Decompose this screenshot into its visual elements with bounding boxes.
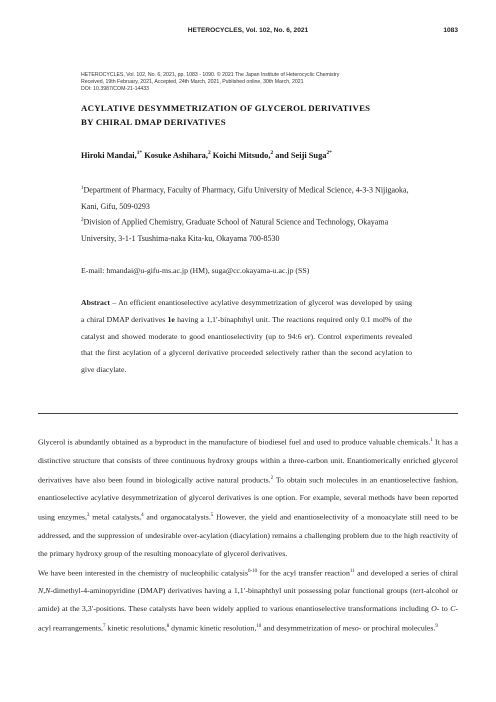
contact-email: E-mail: hmandai@u-gifu-ms.ac.jp (HM), suga@cc.okayama-u.ac.jp (SS) xyxy=(81,266,310,275)
author-2-affil: 2 xyxy=(207,150,211,156)
pub-dates-line: Received, 19th February, 2021, Accepted, 24th March, 2021, Published online, 30th March, 2021 xyxy=(81,79,304,86)
abstract-label: Abstract xyxy=(81,298,111,307)
paragraph-2: We have been interested in the chemistry of nucleophilic catalysis$^{6-10}$ for the acyl transfer reaction$^{11}$ and developed a series of chiral N,N-dimethyl-4-aminopyridine (DMAP) derivatives having a 1,1′-binaphthyl unit possessing polar functional groups (tert-alcohol or amide) at the 3,3′-positions. These catalysts have been widely applied to various enantioselective transformations including O- to C-acyl rearrangements,$^7$ kinetic resolutions,$^8$ dynamic kinetic resolution,$^{10}$ and desymmetrization of meso- or prochiral molecules.$^9$ xyxy=(38,568,459,633)
section-divider xyxy=(38,413,458,414)
page-number: 1083 xyxy=(443,27,458,34)
body-text xyxy=(38,432,458,638)
pub-citation-line: HETEROCYCLES, Vol. 102, No. 6, 2021, pp. 1083 - 1090. © 2021 The Japan Institute of Heterocyclic Chemistry xyxy=(81,72,340,78)
author-4: and Seiji Suga xyxy=(273,150,327,160)
author-2: Kosuke Ashihara, xyxy=(142,150,208,160)
author-3: Koichi Mitsudo, xyxy=(210,150,271,160)
running-header xyxy=(0,27,496,39)
title-line-2: BY CHIRAL DMAP DERIVATIVES xyxy=(81,117,226,127)
affiliation-1: $^1$Department of Pharmacy, Faculty of Pharmacy, Gifu University of Medical Science, 4-3-3 Nijigaoka, Kani, Gifu, 509-0293 xyxy=(81,185,409,212)
author-1: Hiroki Mandai, xyxy=(81,150,137,160)
compound-label: 1e xyxy=(167,314,175,324)
doi-line: DOI: 10.3987/COM-21-14433 xyxy=(81,86,150,93)
author-1-affil: 1* xyxy=(136,150,143,156)
title-line-1: ACYLATIVE DESYMMETRIZATION OF GLYCEROL DERIVATIVES xyxy=(81,103,371,113)
paper-title xyxy=(81,101,441,129)
author-list xyxy=(81,150,441,160)
publication-info xyxy=(81,72,441,94)
affiliation-2: $^2$Division of Applied Chemistry, Graduate School of Natural Science and Technology, Okayama University, 3-1-1 Tsushima-naka Kita-ku, Okayama 700-8530 xyxy=(81,217,389,244)
author-3-affil: 2 xyxy=(270,150,274,156)
paragraph-1: Glycerol is abundantly obtained as a byproduct in the manufacture of biodiesel fuel and used to produce valuable chemicals.$^1$ It has a distinctive structure that consists of three continuous hydroxy groups within a three-carbon unit. Enantiomerically enriched glycerol derivatives have also been found in biologically active natural products.$^2$ To obtain such molecules in an enantioselective fashion, enantioselective acylative desymmetrization of glycerol derivatives is one option. For example, several methods have been reported using enzymes,$^3$ metal catalysts,$^4$ and organocatalysts.$^5$ However, the yield and enantioselectivity of a monoacylate still need to be addressed, and the suppression of undesirable over-acylation (diacylation) remains a challenging problem due to the high reactivity of the primary hydroxy group of the resulting monoacylate of glycerol derivatives. xyxy=(38,437,458,558)
abstract: Abstract – An efficient enantioselective acylative desymmetrization of glycerol was developed by using a chiral DMAP derivatives 1e having a 1,1′-binaphthyl unit. The reactions required only 0.1 mol% of the catalyst and showed moderate to good enantioselectivity (up to 94:6 er). Control experiments revealed that the first acylation of a glycerol derivative proceeded selectively rather than the second acylation to give diacylate. xyxy=(81,298,412,375)
journal-header: HETEROCYCLES, Vol. 102, No. 6, 2021 xyxy=(187,27,309,34)
author-4-affil: 2* xyxy=(326,150,332,156)
